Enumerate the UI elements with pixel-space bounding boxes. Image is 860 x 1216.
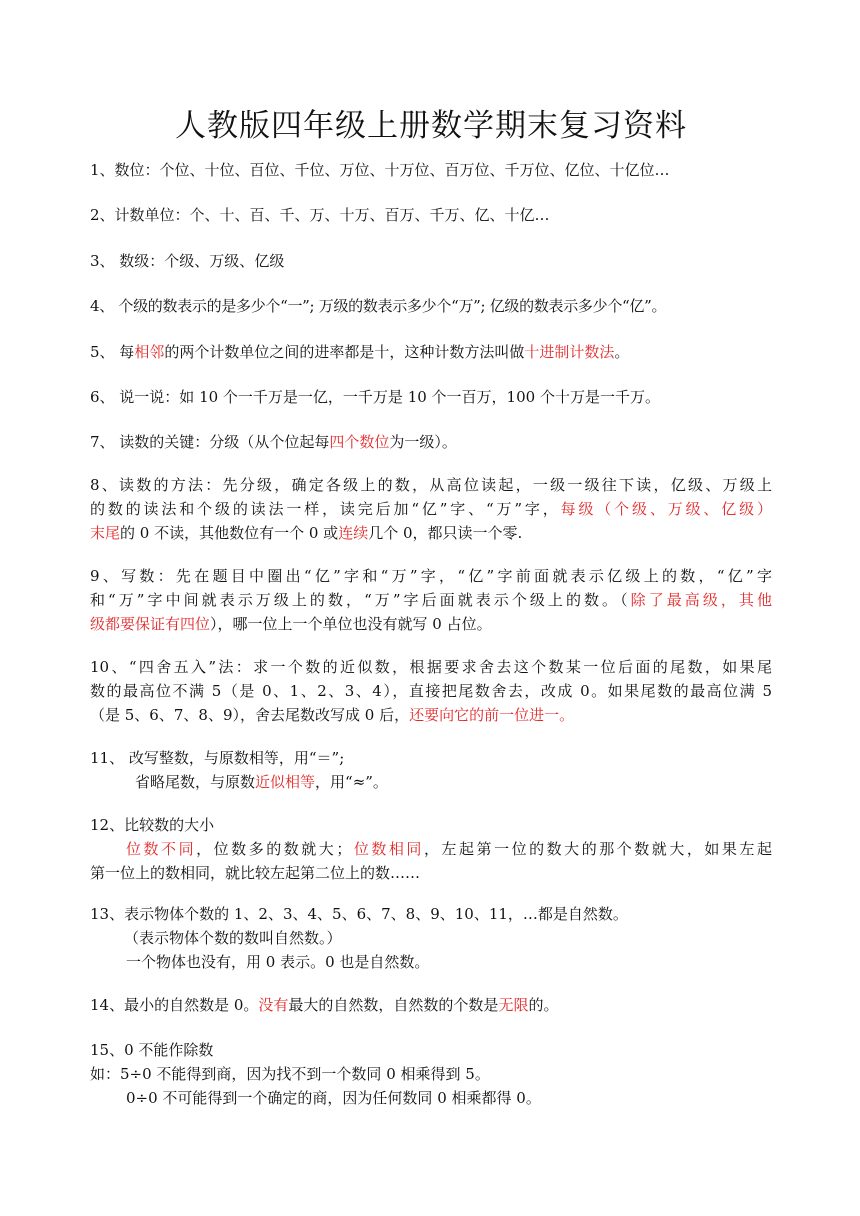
document-title: 人教版四年级上册数学期末复习资料 bbox=[175, 108, 687, 144]
text-run: 2、计数单位：个、十、百、千、万、十万、百万、千万、亿、十亿… bbox=[90, 206, 550, 224]
highlight-text: 末尾 bbox=[90, 524, 121, 542]
highlight-text: 没有 bbox=[258, 996, 289, 1014]
item-line bbox=[90, 902, 772, 926]
item-12 bbox=[90, 813, 772, 885]
text-run: 11、 改写整数，与原数相等，用“＝”; bbox=[90, 749, 345, 767]
item-line bbox=[90, 564, 772, 588]
text-run: 6、 说一说：如 10 个一千万是一亿，一千万是 10 个一百万，100 个十万是一千万。 bbox=[90, 388, 660, 406]
text-run: 9、写数：先在题目中圈出“亿”字和“万”字，“亿”字前面就表示亿级上的数，“亿”字 bbox=[90, 567, 772, 585]
item-line bbox=[90, 521, 772, 545]
item-line bbox=[90, 1062, 772, 1086]
text-run: 一个物体也没有，用 0 表示。0 也是自然数。 bbox=[126, 953, 430, 971]
text-run: 省略尾数，与原数 bbox=[135, 773, 256, 791]
item-line bbox=[90, 861, 772, 885]
item-7 bbox=[90, 430, 772, 454]
item-14 bbox=[90, 993, 772, 1017]
item-9 bbox=[90, 564, 772, 636]
item-line bbox=[90, 473, 772, 497]
text-run: （表示物体个数的数叫自然数。） bbox=[124, 929, 342, 947]
text-run: 4、 个级的数表示的是多少个“一”; 万级的数表示多少个“万”; 亿级的数表示多少个“亿”。 bbox=[90, 297, 667, 315]
item-line bbox=[90, 837, 772, 861]
text-run: 12、比较数的大小 bbox=[90, 816, 215, 834]
item-6 bbox=[90, 385, 772, 409]
item-line bbox=[90, 430, 772, 454]
item-line bbox=[90, 950, 772, 974]
item-line bbox=[90, 1038, 772, 1062]
text-run: 的 0 不读，其他数位有一个 0 或 bbox=[120, 524, 339, 542]
text-run: ，左起第一位的数大的那个数就大，如果左起 bbox=[423, 840, 772, 858]
highlight-text: 位数不同 bbox=[126, 840, 197, 858]
item-line bbox=[90, 203, 772, 227]
text-run: 的数的读法和个级的读法一样，读完后加“亿”字、“万”字， bbox=[90, 500, 561, 518]
text-run: 13、表示物体个数的 1、2、3、4、5、6、7、8、9、10、11，…都是自然数。 bbox=[90, 905, 628, 923]
item-line bbox=[90, 813, 772, 837]
item-line bbox=[90, 340, 772, 364]
text-run: 数的最高位不满 5（是 0、1、2、3、4），直接把尾数舍去，改成 0。如果尾数的最高位满 5 bbox=[90, 682, 772, 700]
text-run: 几个 0，都只读一个零. bbox=[368, 524, 523, 542]
item-line bbox=[90, 655, 772, 679]
item-line bbox=[90, 612, 772, 636]
highlight-text: 无限 bbox=[498, 996, 529, 1014]
item-8 bbox=[90, 473, 772, 545]
text-run: 最大的自然数，自然数的个数是 bbox=[288, 996, 499, 1014]
item-line bbox=[90, 746, 772, 770]
text-run: 和“万”字中间就表示万级上的数，“万”字后面就表示个级上的数。（ bbox=[90, 591, 631, 609]
highlight-text: 连续 bbox=[338, 524, 369, 542]
text-run: ，用“≈”。 bbox=[315, 773, 388, 791]
item-15 bbox=[90, 1038, 772, 1110]
text-run: 8、读数的方法：先分级，确定各级上的数，从高位读起，一级一级往下读，亿级、万级上 bbox=[90, 476, 772, 494]
text-run: 为一级）。 bbox=[389, 433, 457, 451]
highlight-text: 级都要保证有四位 bbox=[90, 615, 211, 633]
item-line bbox=[90, 497, 772, 521]
text-run: 第一位上的数相同，就比较左起第二位上的数…… bbox=[90, 864, 421, 882]
text-run: 1、数位：个位、十位、百位、千位、万位、十万位、百万位、千万位、亿位、十亿位… bbox=[90, 161, 670, 179]
text-run: （是 5、6、7、8、9），舍去尾数改写成 0 后， bbox=[90, 706, 410, 724]
text-run: 10、“四舍五入”法：求一个数的近似数，根据要求舍去这个数某一位后面的尾数，如果尾 bbox=[90, 658, 772, 676]
text-run: 5、 每 bbox=[90, 343, 135, 361]
item-line bbox=[90, 926, 772, 950]
item-line bbox=[90, 158, 772, 182]
item-11 bbox=[90, 746, 772, 794]
item-10 bbox=[90, 655, 772, 727]
text-run: 14、最小的自然数是 0。 bbox=[90, 996, 259, 1014]
text-run: ），哪一位上一个单位也没有就写 0 占位。 bbox=[210, 615, 492, 633]
text-run: 的两个计数单位之间的进率都是十，这种计数方法叫做 bbox=[164, 343, 525, 361]
highlight-text: 十进制计数法 bbox=[524, 343, 615, 361]
highlight-text: 四个数位 bbox=[329, 433, 390, 451]
text-run: 。 bbox=[614, 343, 630, 361]
highlight-text: 相邻 bbox=[134, 343, 165, 361]
item-line bbox=[90, 679, 772, 703]
text-run: ，位数多的数就大； bbox=[196, 840, 352, 858]
text-run: 7、 读数的关键：分级（从个位起每 bbox=[90, 433, 330, 451]
item-2 bbox=[90, 203, 772, 227]
highlight-text: 还要向它的前一位进一。 bbox=[409, 706, 575, 724]
item-line bbox=[90, 993, 772, 1017]
highlight-text: 除了最高级，其他 bbox=[630, 591, 772, 609]
item-13 bbox=[90, 902, 772, 974]
text-run: 15、0 不能作除数 bbox=[90, 1041, 214, 1059]
text-run: 如：5÷0 不能得到商，因为找不到一个数同 0 相乘得到 5。 bbox=[90, 1065, 490, 1083]
item-1 bbox=[90, 158, 772, 182]
item-line bbox=[90, 588, 772, 612]
item-4 bbox=[90, 294, 772, 318]
highlight-text: 每级（个级、万级、亿级） bbox=[560, 500, 772, 518]
item-5 bbox=[90, 340, 772, 364]
text-run: 的。 bbox=[528, 996, 559, 1014]
highlight-text: 近似相等 bbox=[255, 773, 316, 791]
item-line bbox=[90, 703, 772, 727]
item-line bbox=[90, 1086, 772, 1110]
item-line bbox=[90, 385, 772, 409]
text-run: 3、 数级：个级、万级、亿级 bbox=[90, 252, 285, 270]
item-line bbox=[90, 770, 772, 794]
item-line bbox=[90, 294, 772, 318]
highlight-text: 位数相同 bbox=[351, 840, 424, 858]
item-line bbox=[90, 249, 772, 273]
item-3 bbox=[90, 249, 772, 273]
text-run: 0÷0 不可能得到一个确定的商，因为任何数同 0 相乘都得 0。 bbox=[126, 1089, 541, 1107]
